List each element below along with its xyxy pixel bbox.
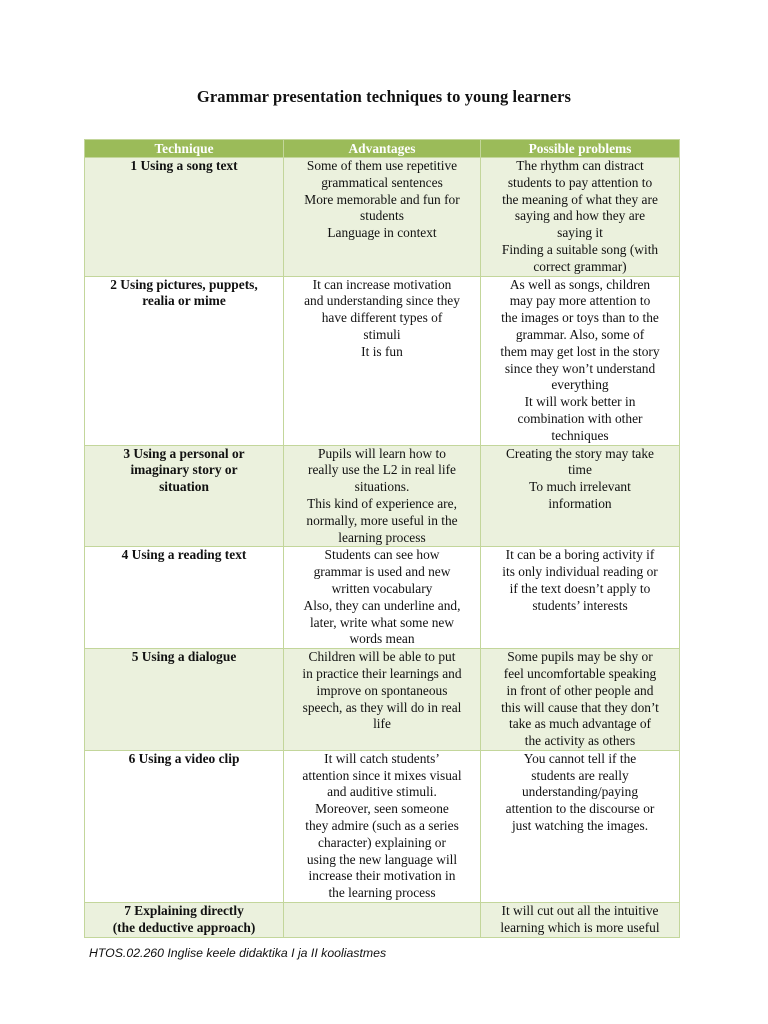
advantages-cell: It can increase motivation and understanding since they have different types of stimuli It is fun: [284, 276, 481, 445]
advantages-cell: Pupils will learn how to really use the L2 in real life situations. This kind of experience are, normally, more useful in the learning process: [284, 445, 481, 547]
problems-cell: The rhythm can distract students to pay attention to the meaning of what they are saying and how they are saying it Finding a suitable song (with correct grammar): [481, 158, 680, 277]
advantages-cell: Students can see how grammar is used and new written vocabulary Also, they can underline and, later, write what some new words mean: [284, 547, 481, 649]
table-row: [85, 276, 680, 445]
table-row: [85, 750, 680, 902]
advantages-cell: [284, 903, 481, 938]
header-technique: Technique: [85, 140, 284, 158]
technique-cell: 7 Explaining directly (the deductive approach): [85, 903, 284, 938]
header-possible-problems: Possible problems: [481, 140, 680, 158]
table-row: [85, 547, 680, 649]
table-row: [85, 158, 680, 277]
table-row: [85, 903, 680, 938]
technique-cell: 6 Using a video clip: [85, 750, 284, 902]
technique-cell: 1 Using a song text: [85, 158, 284, 277]
problems-cell: You cannot tell if the students are really understanding/paying attention to the discourse or just watching the images.: [481, 750, 680, 902]
problems-cell: It will cut out all the intuitive learning which is more useful: [481, 903, 680, 938]
page-title: Grammar presentation techniques to young learners: [196, 87, 572, 106]
advantages-cell: Some of them use repetitive grammatical sentences More memorable and fun for students Language in context: [284, 158, 481, 277]
technique-cell: 2 Using pictures, puppets, realia or mime: [85, 276, 284, 445]
table-row: [85, 649, 680, 751]
course-footer: HTOS.02.260 Inglise keele didaktika I ja II kooliastmes: [89, 946, 387, 960]
technique-cell: 4 Using a reading text: [85, 547, 284, 649]
advantages-cell: It will catch students’ attention since it mixes visual and auditive stimuli. Moreover, seen someone they admire (such as a series character) explaining or using the new language will increase their motivation in the learning process: [284, 750, 481, 902]
table-header-row: [85, 140, 680, 158]
problems-cell: Some pupils may be shy or feel uncomfortable speaking in front of other people and this will cause that they don’t take as much advantage of the activity as others: [481, 649, 680, 751]
technique-cell: 3 Using a personal or imaginary story or situation: [85, 445, 284, 547]
table-row: [85, 445, 680, 547]
advantages-cell: Children will be able to put in practice their learnings and improve on spontaneous speech, as they will do in real life: [284, 649, 481, 751]
header-advantages: Advantages: [284, 140, 481, 158]
problems-cell: Creating the story may take time To much irrelevant information: [481, 445, 680, 547]
problems-cell: As well as songs, children may pay more attention to the images or toys than to the grammar. Also, some of them may get lost in the story since they won’t understand everything It will work better in combination with other techniques: [481, 276, 680, 445]
problems-cell: It can be a boring activity if its only individual reading or if the text doesn’t apply to students’ interests: [481, 547, 680, 649]
techniques-table: [84, 139, 680, 938]
technique-cell: 5 Using a dialogue: [85, 649, 284, 751]
